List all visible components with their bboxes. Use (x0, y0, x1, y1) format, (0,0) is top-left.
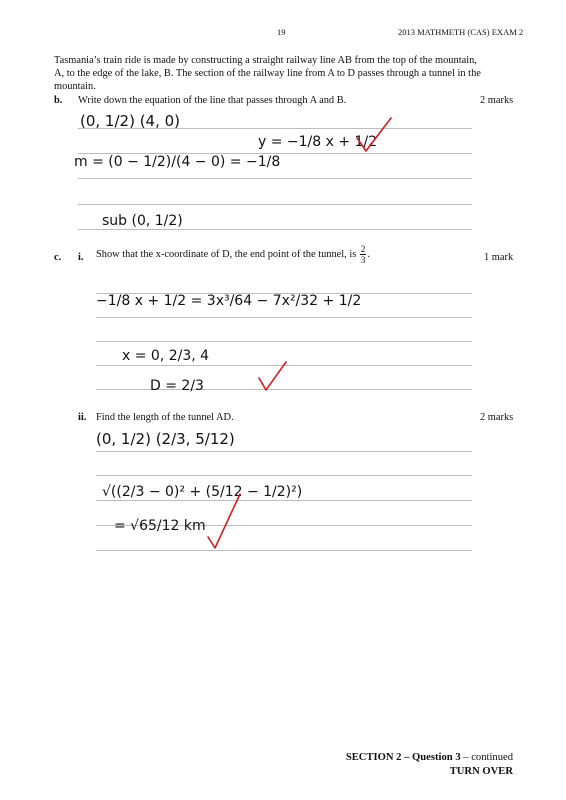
handwritten-result: = √65/12 km (114, 518, 206, 534)
handwritten-points-ii: (0, 1/2) (2/3, 5/12) (96, 430, 235, 448)
part-c-i-label: i. (78, 252, 84, 263)
handwritten-intersection-equation: −1/8 x + 1/2 = 3x³/64 − 7x²/32 + 1/2 (96, 293, 362, 309)
handwritten-substitution: sub (0, 1/2) (102, 213, 183, 229)
handwritten-conclusion: D = 2/3 (150, 378, 204, 394)
footer-continued (346, 752, 513, 763)
page-number: 19 (277, 27, 286, 37)
tick-mark-icon (259, 362, 286, 390)
handwritten-solutions: x = 0, 2/3, 4 (122, 348, 210, 364)
part-c-i-marks: 1 mark (484, 252, 514, 263)
handwritten-distance: √((2/3 − 0)² + (5/12 − 1/2)²) (102, 484, 303, 500)
part-c-ii-label: ii. (78, 412, 87, 423)
part-b-question: Write down the equation of the line that passes through A and B. (78, 95, 347, 106)
footer-section: SECTION 2 – Question 3 (345, 752, 461, 763)
part-c-i-question-end: . (367, 249, 371, 260)
part-b-label: b. (54, 95, 63, 106)
handwritten-gradient: m = (0 − 1/2)/(4 − 0) = −1/8 (74, 154, 281, 170)
part-b-marks: 2 marks (480, 95, 514, 106)
question-intro: Tasmania’s train ride is made by constructing a straight railway line AB from the top of the mountain, A, to the edge of the lake, B. The section of the railway line from A to D passes through a tunnel in the mountain. (54, 55, 481, 92)
fraction-numerator: 2 (360, 244, 366, 254)
part-c-label: c. (54, 252, 62, 263)
part-c-ii-question: Find the length of the tunnel AD. (96, 412, 234, 423)
part-c-i-question-text: Show that the x-coordinate of D, the end point of the tunnel, is (96, 249, 357, 260)
footer-continued-text: – continued (460, 752, 513, 763)
part-c-ii-marks: 2 marks (480, 412, 514, 423)
handwritten-points-b: (0, 1/2) (4, 0) (80, 112, 181, 130)
exam-title: 2013 MATHMETH (CAS) EXAM 2 (398, 27, 524, 37)
fraction-denominator: 3 (360, 255, 366, 265)
handwritten-line-equation: y = −1/8 x + 1/2 (258, 134, 378, 150)
footer-turn-over: TURN OVER (449, 766, 513, 777)
tick-mark-icon (208, 494, 240, 548)
